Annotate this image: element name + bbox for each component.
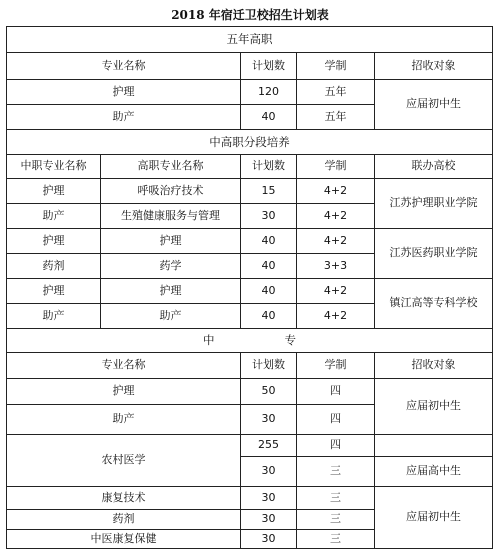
cell-major: 中医康复保健 <box>7 530 241 549</box>
cell-years: 4+2 <box>297 304 375 329</box>
table-row <box>7 487 493 510</box>
header-plan: 计划数 <box>241 353 297 379</box>
section-heading-row <box>7 329 493 353</box>
cell-plan: 120 <box>241 80 297 105</box>
cell-years: 4+2 <box>297 179 375 204</box>
cell-target: 应届初中生 <box>375 379 493 435</box>
header-partner: 联办高校 <box>375 155 493 179</box>
cell-years: 四 <box>297 379 375 405</box>
table-row <box>7 435 493 457</box>
cell-plan: 40 <box>241 279 297 304</box>
header-target: 招收对象 <box>375 53 493 80</box>
cell-plan: 255 <box>241 435 297 457</box>
cell-plan: 30 <box>241 204 297 229</box>
cell-major: 助产 <box>7 405 241 435</box>
cell-years: 4+2 <box>297 204 375 229</box>
cell-target: 应届初中生 <box>375 80 493 130</box>
page-title: 2018 年宿迁卫校招生计划表 <box>171 8 329 22</box>
cell-target-empty <box>375 435 493 457</box>
cell-plan: 40 <box>241 105 297 130</box>
cell-years: 五年 <box>297 80 375 105</box>
cell-plan: 40 <box>241 304 297 329</box>
cell-plan: 50 <box>241 379 297 405</box>
cell-high-major: 护理 <box>101 279 241 304</box>
header-major: 专业名称 <box>7 53 241 80</box>
cell-years: 三 <box>297 530 375 549</box>
cell-plan: 30 <box>241 510 297 530</box>
header-years: 学制 <box>297 53 375 80</box>
cell-partner: 江苏医药职业学院 <box>375 229 493 279</box>
table-row <box>7 179 493 204</box>
table-row <box>7 379 493 405</box>
cell-mid-major: 助产 <box>7 304 101 329</box>
cell-years: 四 <box>297 435 375 457</box>
cell-high-major: 生殖健康服务与管理 <box>101 204 241 229</box>
header-years: 学制 <box>297 155 375 179</box>
cell-major: 护理 <box>7 80 241 105</box>
cell-mid-major: 药剂 <box>7 254 101 279</box>
cell-high-major: 护理 <box>101 229 241 254</box>
cell-plan: 40 <box>241 229 297 254</box>
cell-years: 三 <box>297 457 375 487</box>
cell-high-major: 药学 <box>101 254 241 279</box>
cell-high-major: 呼吸治疗技术 <box>101 179 241 204</box>
cell-years: 五年 <box>297 105 375 130</box>
table-row <box>7 229 493 254</box>
cell-years: 四 <box>297 405 375 435</box>
table-header-row <box>7 53 493 80</box>
cell-major: 助产 <box>7 105 241 130</box>
enrollment-plan-table <box>6 26 493 549</box>
cell-major: 农村医学 <box>7 435 241 487</box>
cell-major: 药剂 <box>7 510 241 530</box>
cell-plan: 30 <box>241 405 297 435</box>
cell-plan: 30 <box>241 457 297 487</box>
header-mid-major: 中职专业名称 <box>7 155 101 179</box>
cell-plan: 30 <box>241 487 297 510</box>
section-heading-right: 专 <box>284 333 297 348</box>
cell-years: 三 <box>297 510 375 530</box>
cell-mid-major: 护理 <box>7 179 101 204</box>
section-heading-secondary <box>7 329 493 353</box>
section-heading-joint: 中高职分段培养 <box>7 130 493 155</box>
cell-years: 4+2 <box>297 279 375 304</box>
header-plan: 计划数 <box>241 53 297 80</box>
cell-years: 三 <box>297 487 375 510</box>
table-header-row <box>7 353 493 379</box>
table-header-row <box>7 155 493 179</box>
cell-years: 3+3 <box>297 254 375 279</box>
table-row <box>7 80 493 105</box>
cell-partner: 镇江高等专科学校 <box>375 279 493 329</box>
header-major: 专业名称 <box>7 353 241 379</box>
cell-mid-major: 护理 <box>7 229 101 254</box>
cell-plan: 15 <box>241 179 297 204</box>
section-heading-row <box>7 27 493 53</box>
header-high-major: 高职专业名称 <box>101 155 241 179</box>
header-plan: 计划数 <box>241 155 297 179</box>
cell-high-major: 助产 <box>101 304 241 329</box>
cell-mid-major: 助产 <box>7 204 101 229</box>
cell-target: 应届初中生 <box>375 487 493 549</box>
section-heading-row <box>7 130 493 155</box>
table-row <box>7 279 493 304</box>
section-heading-left: 中 <box>203 333 215 348</box>
cell-years: 4+2 <box>297 229 375 254</box>
header-target: 招收对象 <box>375 353 493 379</box>
cell-mid-major: 护理 <box>7 279 101 304</box>
cell-partner: 江苏护理职业学院 <box>375 179 493 229</box>
cell-plan: 30 <box>241 530 297 549</box>
header-years: 学制 <box>297 353 375 379</box>
cell-plan: 40 <box>241 254 297 279</box>
cell-target: 应届高中生 <box>375 457 493 487</box>
cell-major: 康复技术 <box>7 487 241 510</box>
section-heading-five-year: 五年高职 <box>7 27 493 53</box>
cell-major: 护理 <box>7 379 241 405</box>
